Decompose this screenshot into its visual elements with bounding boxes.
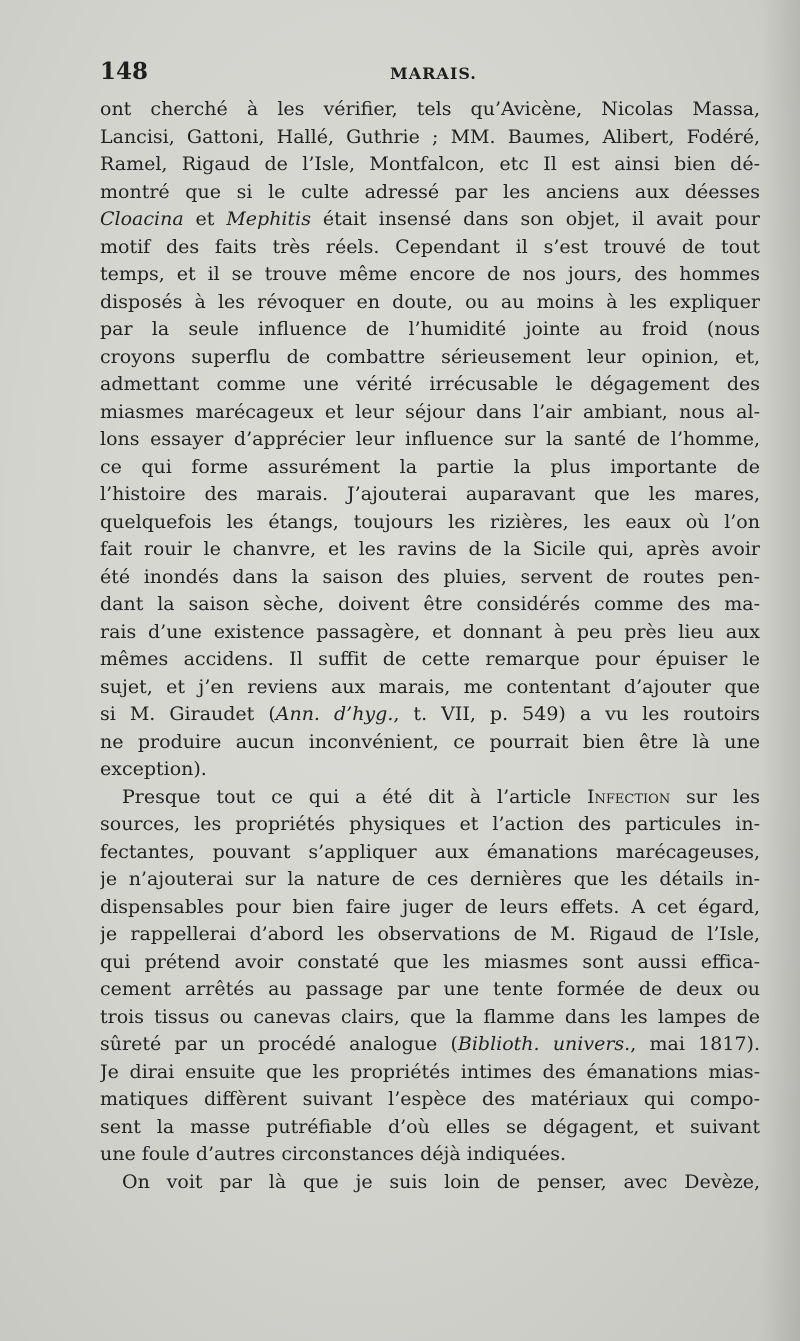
text-segment: Infection bbox=[587, 785, 671, 808]
text-line bbox=[100, 1114, 760, 1142]
text-line bbox=[100, 729, 760, 757]
text-line bbox=[100, 591, 760, 619]
text-line bbox=[100, 179, 760, 207]
text-line bbox=[100, 1169, 760, 1197]
text-segment: Ann. d’hyg. bbox=[275, 703, 394, 725]
text-line bbox=[100, 206, 760, 234]
text-line bbox=[100, 509, 760, 537]
text-segment: Je dirai ensuite que les propriétés intimes des émanations mias- bbox=[100, 1060, 760, 1083]
text-segment: sur les bbox=[670, 785, 760, 808]
text-segment: dispensables pour bien faire juger de leurs effets. A cet égard, bbox=[100, 895, 760, 918]
text-line bbox=[100, 976, 760, 1004]
text-segment: Ramel, Rigaud de l’Isle, Montfalcon, etc Il est ainsi bien dé- bbox=[100, 153, 760, 175]
text-segment: qui prétend avoir constaté que les miasmes sont aussi effica- bbox=[100, 950, 760, 973]
text-line bbox=[100, 811, 760, 839]
text-segment: disposés à les révoquer en doute, ou au moins à les expliquer bbox=[100, 290, 760, 313]
text-line bbox=[100, 289, 760, 317]
text-segment: sujet, et j’en reviens aux marais, me contentant d’ajouter que bbox=[100, 675, 760, 698]
text-line bbox=[100, 1059, 760, 1087]
text-line bbox=[100, 784, 760, 812]
text-segment: et bbox=[183, 208, 227, 230]
text-segment: dant la saison sèche, doivent être considérés comme des ma- bbox=[100, 593, 760, 615]
text-segment: lons essayer d’apprécier leur influence sur la santé de l’homme, bbox=[100, 428, 760, 450]
text-line bbox=[100, 564, 760, 592]
text-segment: admettant comme une vérité irrécusable le dégagement des bbox=[100, 373, 760, 395]
text-line bbox=[100, 949, 760, 977]
text-segment: fait rouir le chanvre, et les ravins de la Sicile qui, après avoir bbox=[100, 538, 760, 560]
text-line bbox=[100, 866, 760, 894]
page-number: 148 bbox=[100, 58, 149, 85]
text-segment: fectantes, pouvant s’appliquer aux émanations marécageuses, bbox=[100, 840, 760, 863]
text-segment: ne produire aucun inconvénient, ce pourrait bien être là une bbox=[100, 730, 760, 753]
text-segment: cement arrêtés au passage par une tente formée de deux ou bbox=[100, 978, 760, 1000]
text-segment: je n’ajouterai sur la nature de ces dernières que les détails in- bbox=[100, 868, 760, 890]
text-line bbox=[100, 1031, 760, 1059]
running-head: MARAIS. bbox=[390, 64, 477, 83]
page-edge-shadow bbox=[760, 0, 800, 1341]
text-segment: Presque tout ce qui a été dit à l’article bbox=[122, 785, 588, 808]
text-segment: sent la masse putréfiable d’où elles se dégagent, et suivant bbox=[100, 1115, 760, 1138]
text-segment: une foule d’autres circonstances déjà indiquées. bbox=[100, 1143, 566, 1165]
text-segment: rais d’une existence passagère, et donnant à peu près lieu aux bbox=[100, 620, 760, 643]
text-segment: croyons superflu de combattre sérieusement leur opinion, et, bbox=[100, 345, 760, 368]
text-line bbox=[100, 399, 760, 427]
body-text bbox=[100, 96, 760, 1196]
text-segment: Lancisi, Gattoni, Hallé, Guthrie ; MM. Baumes, Alibert, Fodéré, bbox=[100, 125, 760, 148]
text-segment: quelquefois les étangs, toujours les rizières, les eaux où l’on bbox=[100, 510, 760, 533]
text-segment: ont cherché à les vérifier, tels qu’Avicène, Nicolas Massa, bbox=[100, 98, 760, 120]
text-line bbox=[100, 921, 760, 949]
text-line bbox=[100, 701, 760, 729]
text-segment: Mephitis bbox=[226, 208, 311, 230]
text-segment: miasmes marécageux et leur séjour dans l’air ambiant, nous al- bbox=[100, 400, 760, 423]
text-line bbox=[100, 96, 760, 124]
text-line bbox=[100, 894, 760, 922]
text-line bbox=[100, 646, 760, 674]
text-segment: était insensé dans son objet, il avait pour bbox=[310, 208, 760, 230]
text-segment: temps, et il se trouve même encore de nos jours, des hommes bbox=[100, 263, 760, 285]
text-segment: , mai 1817). bbox=[630, 1033, 760, 1055]
text-segment: On voit par là que je suis loin de penser, avec Devèze, bbox=[122, 1170, 760, 1193]
text-line bbox=[100, 536, 760, 564]
text-line bbox=[100, 619, 760, 647]
text-line bbox=[100, 481, 760, 509]
text-segment: sources, les propriétés physiques et l’action des particules in- bbox=[100, 813, 760, 835]
text-line bbox=[100, 1086, 760, 1114]
text-segment: Cloacina bbox=[100, 208, 184, 230]
text-segment: été inondés dans la saison des pluies, servent de routes pen- bbox=[100, 565, 760, 588]
text-segment: sûreté par un procédé analogue ( bbox=[100, 1033, 458, 1055]
text-segment: , t. VII, p. 549) a vu les routoirs bbox=[393, 703, 760, 725]
text-line bbox=[100, 151, 760, 179]
text-segment: Biblioth. univers. bbox=[457, 1033, 631, 1055]
text-segment: exception). bbox=[100, 758, 207, 780]
text-line bbox=[100, 371, 760, 399]
text-segment: mêmes accidens. Il suffit de cette remarque pour épuiser le bbox=[100, 648, 760, 670]
text-line bbox=[100, 674, 760, 702]
text-line bbox=[100, 756, 760, 784]
text-line bbox=[100, 316, 760, 344]
text-line bbox=[100, 261, 760, 289]
text-segment: l’histoire des marais. J’ajouterai auparavant que les mares, bbox=[100, 483, 760, 505]
text-line bbox=[100, 344, 760, 372]
text-line bbox=[100, 1141, 760, 1169]
text-line bbox=[100, 454, 760, 482]
text-line bbox=[100, 1004, 760, 1032]
text-segment: matiques diffèrent suivant l’espèce des matériaux qui compo- bbox=[100, 1088, 760, 1110]
text-segment: motif des faits très réels. Cependant il s’est trouvé de tout bbox=[100, 235, 760, 258]
text-segment: trois tissus ou canevas clairs, que la flamme dans les lampes de bbox=[100, 1005, 760, 1028]
text-segment: ce qui forme assurément la partie la plus importante de bbox=[100, 455, 760, 478]
text-segment: par la seule influence de l’humidité jointe au froid (nous bbox=[100, 318, 760, 340]
text-segment: montré que si le culte adressé par les anciens aux déesses bbox=[100, 180, 760, 203]
text-line bbox=[100, 426, 760, 454]
text-segment: je rappellerai d’abord les observations de M. Rigaud de l’Isle, bbox=[100, 923, 760, 945]
text-line bbox=[100, 234, 760, 262]
text-line bbox=[100, 839, 760, 867]
page-header bbox=[100, 58, 760, 92]
text-line bbox=[100, 124, 760, 152]
text-segment: si M. Giraudet ( bbox=[100, 703, 276, 725]
